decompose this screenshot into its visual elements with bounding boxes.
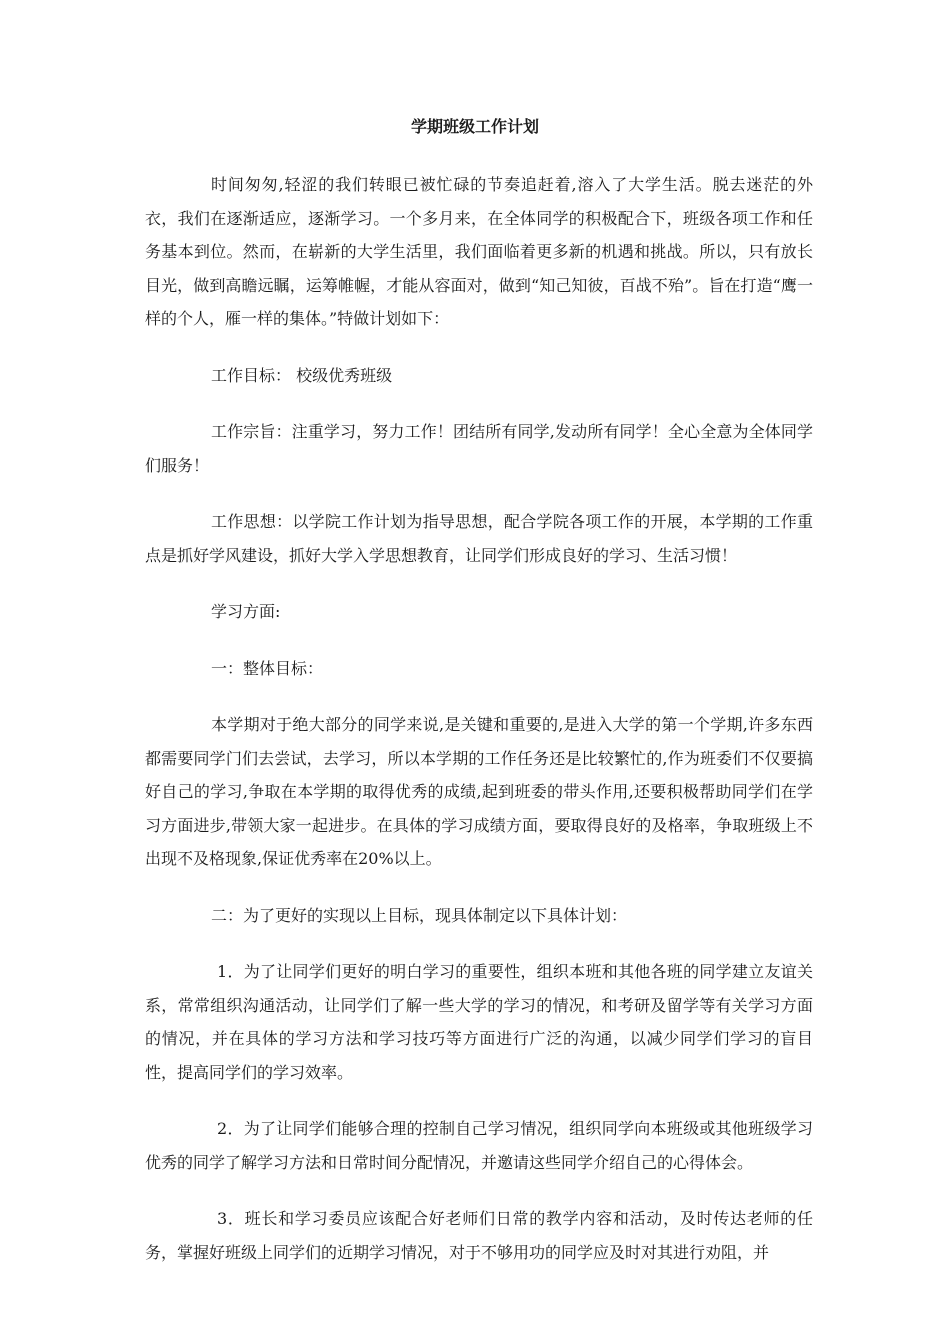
work-goal-paragraph: 工作目标： 校级优秀班级	[211, 365, 393, 385]
work-purpose-paragraph: 工作宗旨：注重学习，努力工作！团结所有同学,发动所有同学！全心全意为全体同学们服务！	[145, 422, 813, 475]
plan-item-1: 1．为了让同学们更好的明白学习的重要性，组织本班和其他各班的同学建立友谊关系，常常组织沟通活动，让同学们了解一些大学的学习的情况，和考研及留学等有关学习方面的情况，并在具体的学习方法和学习技巧等方面进行广泛的沟通，以减少同学们学习的盲目性，提高同学们的学习效率。	[145, 962, 813, 1082]
plan-heading: 二：为了更好的实现以上目标，现具体制定以下具体计划：	[211, 905, 628, 925]
overall-goal-paragraph: 本学期对于绝大部分的同学来说,是关键和重要的,是进入大学的第一个学期,许多东西都需要同学门们去尝试，去学习，所以本学期的工作任务还是比较繁忙的,作为班委们不仅要搞好自己的学习,争取在本学期的取得优秀的成绩,起到班委的带头作用,还要积极帮助同学们在学习方面进步,带领大家一起进步。在具体的学习成绩方面，要取得良好的及格率，争取班级上不出现不及格现象,保证优秀率在20%以上。	[145, 715, 813, 868]
document-title: 学期班级工作计划	[410, 117, 539, 136]
work-thought-paragraph: 工作思想：以学院工作计划为指导思想，配合学院各项工作的开展，本学期的工作重点是抓好学风建设，抓好大学入学思想教育，让同学们形成良好的学习、生活习惯！	[145, 512, 813, 565]
intro-paragraph: 时间匆匆,轻涩的我们转眼已被忙碌的节奏追赶着,溶入了大学生活。脱去迷茫的外衣，我们在逐渐适应，逐渐学习。一个多月来，在全体同学的积极配合下，班级各项工作和任务基本到位。然而，在崭新的大学生活里，我们面临着更多新的机遇和挑战。所以，只有放长目光，做到高瞻远瞩，运筹帷幄，才能从容面对，做到“知己知彼，百战不殆”。旨在打造“鹰一样的个人，雁一样的集体。”特做计划如下：	[145, 175, 813, 328]
document-body	[145, 168, 813, 1292]
plan-item-2: 2．为了让同学们能够合理的控制自己学习情况，组织同学向本班级或其他班级学习优秀的同学了解学习方法和日常时间分配情况，并邀请这些同学介绍自己的心得体会。	[145, 1119, 813, 1172]
study-section-heading: 学习方面:	[211, 602, 281, 621]
overall-goal-heading: 一：整体目标：	[211, 658, 324, 678]
plan-item-3: 3．班长和学习委员应该配合好老师们日常的教学内容和活动，及时传达老师的任务，掌握好班级上同学们的近期学习情况，对于不够用功的同学应及时对其进行劝阻，并	[145, 1209, 813, 1262]
